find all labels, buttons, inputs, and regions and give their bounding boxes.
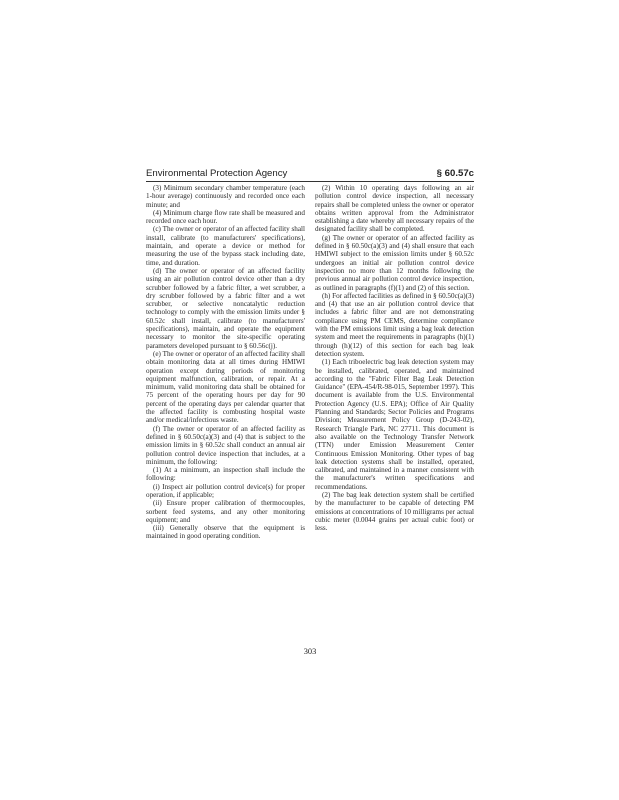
page-number: 303 — [303, 647, 317, 656]
paragraph: (i) Inspect air pollution control device(s) for proper operation, if applicable; — [146, 482, 305, 499]
section-number: § 60.57c — [436, 168, 474, 179]
paragraph: (h) For affected facilities as defined in § 60.50c(a)(3) and (4) that use an air pollution control device that includes a fabric filter and are not demonstrating compliance using PM CEMS, determine compliance with the PM emissions limit using a bag leak detection system and meet the requirements in paragraphs (h)(1) through (h)(12) of this section for each bag leak detection system. — [315, 291, 474, 358]
paragraph: (1) At a minimum, an inspection shall include the following: — [146, 466, 305, 483]
paragraph: (ii) Ensure proper calibration of thermocouples, sorbent feed systems, and any other monitoring equipment; and — [146, 499, 305, 524]
paragraph: (f) The owner or operator of an affected facility as defined in § 60.50c(a)(3) and (4) that is subject to the emission limits in § 60.52c shall conduct an annual air pollution control device inspection that includes, at a minimum, the following: — [146, 424, 305, 466]
paragraph: (4) Minimum charge flow rate shall be measured and recorded once each hour. — [146, 208, 305, 226]
right-column — [315, 184, 474, 532]
header-rule — [146, 181, 474, 182]
paragraph: (c) The owner or operator of an affected facility shall install, calibrate (to manufacturers' specifications), maintain, and operate a device or method for measuring the use of the bypass stack including date, time, and duration. — [146, 225, 305, 267]
paragraph: (iii) Generally observe that the equipment is maintained in good operating condition. — [146, 524, 305, 541]
paragraph: (g) The owner or operator of an affected facility as defined in § 60.50c(a)(3) and (4) shall ensure that each HMIWI subject to the emission limits under § 60.52c undergoes an initial air pollution control device inspection no more than 12 months following the previous annual air pollution control device inspection, as outlined in paragraphs (f)(1) and (2) of this section. — [315, 233, 474, 292]
paragraph: (d) The owner or operator of an affected facility using an air pollution control device other than a dry scrubber followed by a fabric filter, a wet scrubber, a dry scrubber followed by a fabric filter and a wet scrubber, or selective noncatalytic reduction technology to comply with the emission limits under § 60.52c shall install, calibrate (to manufacturers' specifications), maintain, and operate the equipment necessary to monitor the site-specific operating parameters developed pursuant to § 60.56c(j). — [146, 266, 305, 350]
paragraph: (2) Within 10 operating days following an air pollution control device inspection, all necessary repairs shall be completed unless the owner or operator obtains written approval from the Administrator establishing a date whereby all necessary repairs of the designated facility shall be completed. — [315, 184, 474, 234]
paragraph: (1) Each triboelectric bag leak detection system may be installed, calibrated, operated, and maintained according to the "Fabric Filter Bag Leak Detection Guidance" (EPA-454/R-98-015, September 1997). This document is available from the U.S. Environmental Protection Agency (U.S. EPA); Office of Air Quality Planning and Standards; Sector Policies and Programs Division; Measurement Policy Group (D-243-02), Research Triangle Park, NC 27711. This document is also available on the Technology Transfer Network (TTN) under Emission Measurement Center Continuous Emission Monitoring. Other types of bag leak detection systems shall be installed, operated, calibrated, and maintained in a manner consistent with the manufacturer's written specifications and recommendations. — [315, 358, 474, 491]
paragraph: (e) The owner or operator of an affected facility shall obtain monitoring data at all times during HMIWI operation except during periods of monitoring equipment malfunction, calibration, or repair. At a minimum, valid monitoring data shall be obtained for 75 percent of the operating hours per day for 90 percent of the operating days per calendar quarter that the affected facility is combusting hospital waste and/or medical/infectious waste. — [146, 349, 305, 425]
running-head — [146, 167, 474, 181]
paragraph: (2) The bag leak detection system shall be certified by the manufacturer to be capable of detecting PM emissions at concentrations of 10 milligrams per actual cubic meter (0.0044 grains per actual cubic foot) or less. — [315, 490, 474, 533]
left-column — [146, 184, 305, 541]
paragraph: (3) Minimum secondary chamber temperature (each 1-hour average) continuously and recorded once each minute; and — [146, 184, 305, 209]
agency-name: Environmental Protection Agency — [146, 168, 288, 179]
